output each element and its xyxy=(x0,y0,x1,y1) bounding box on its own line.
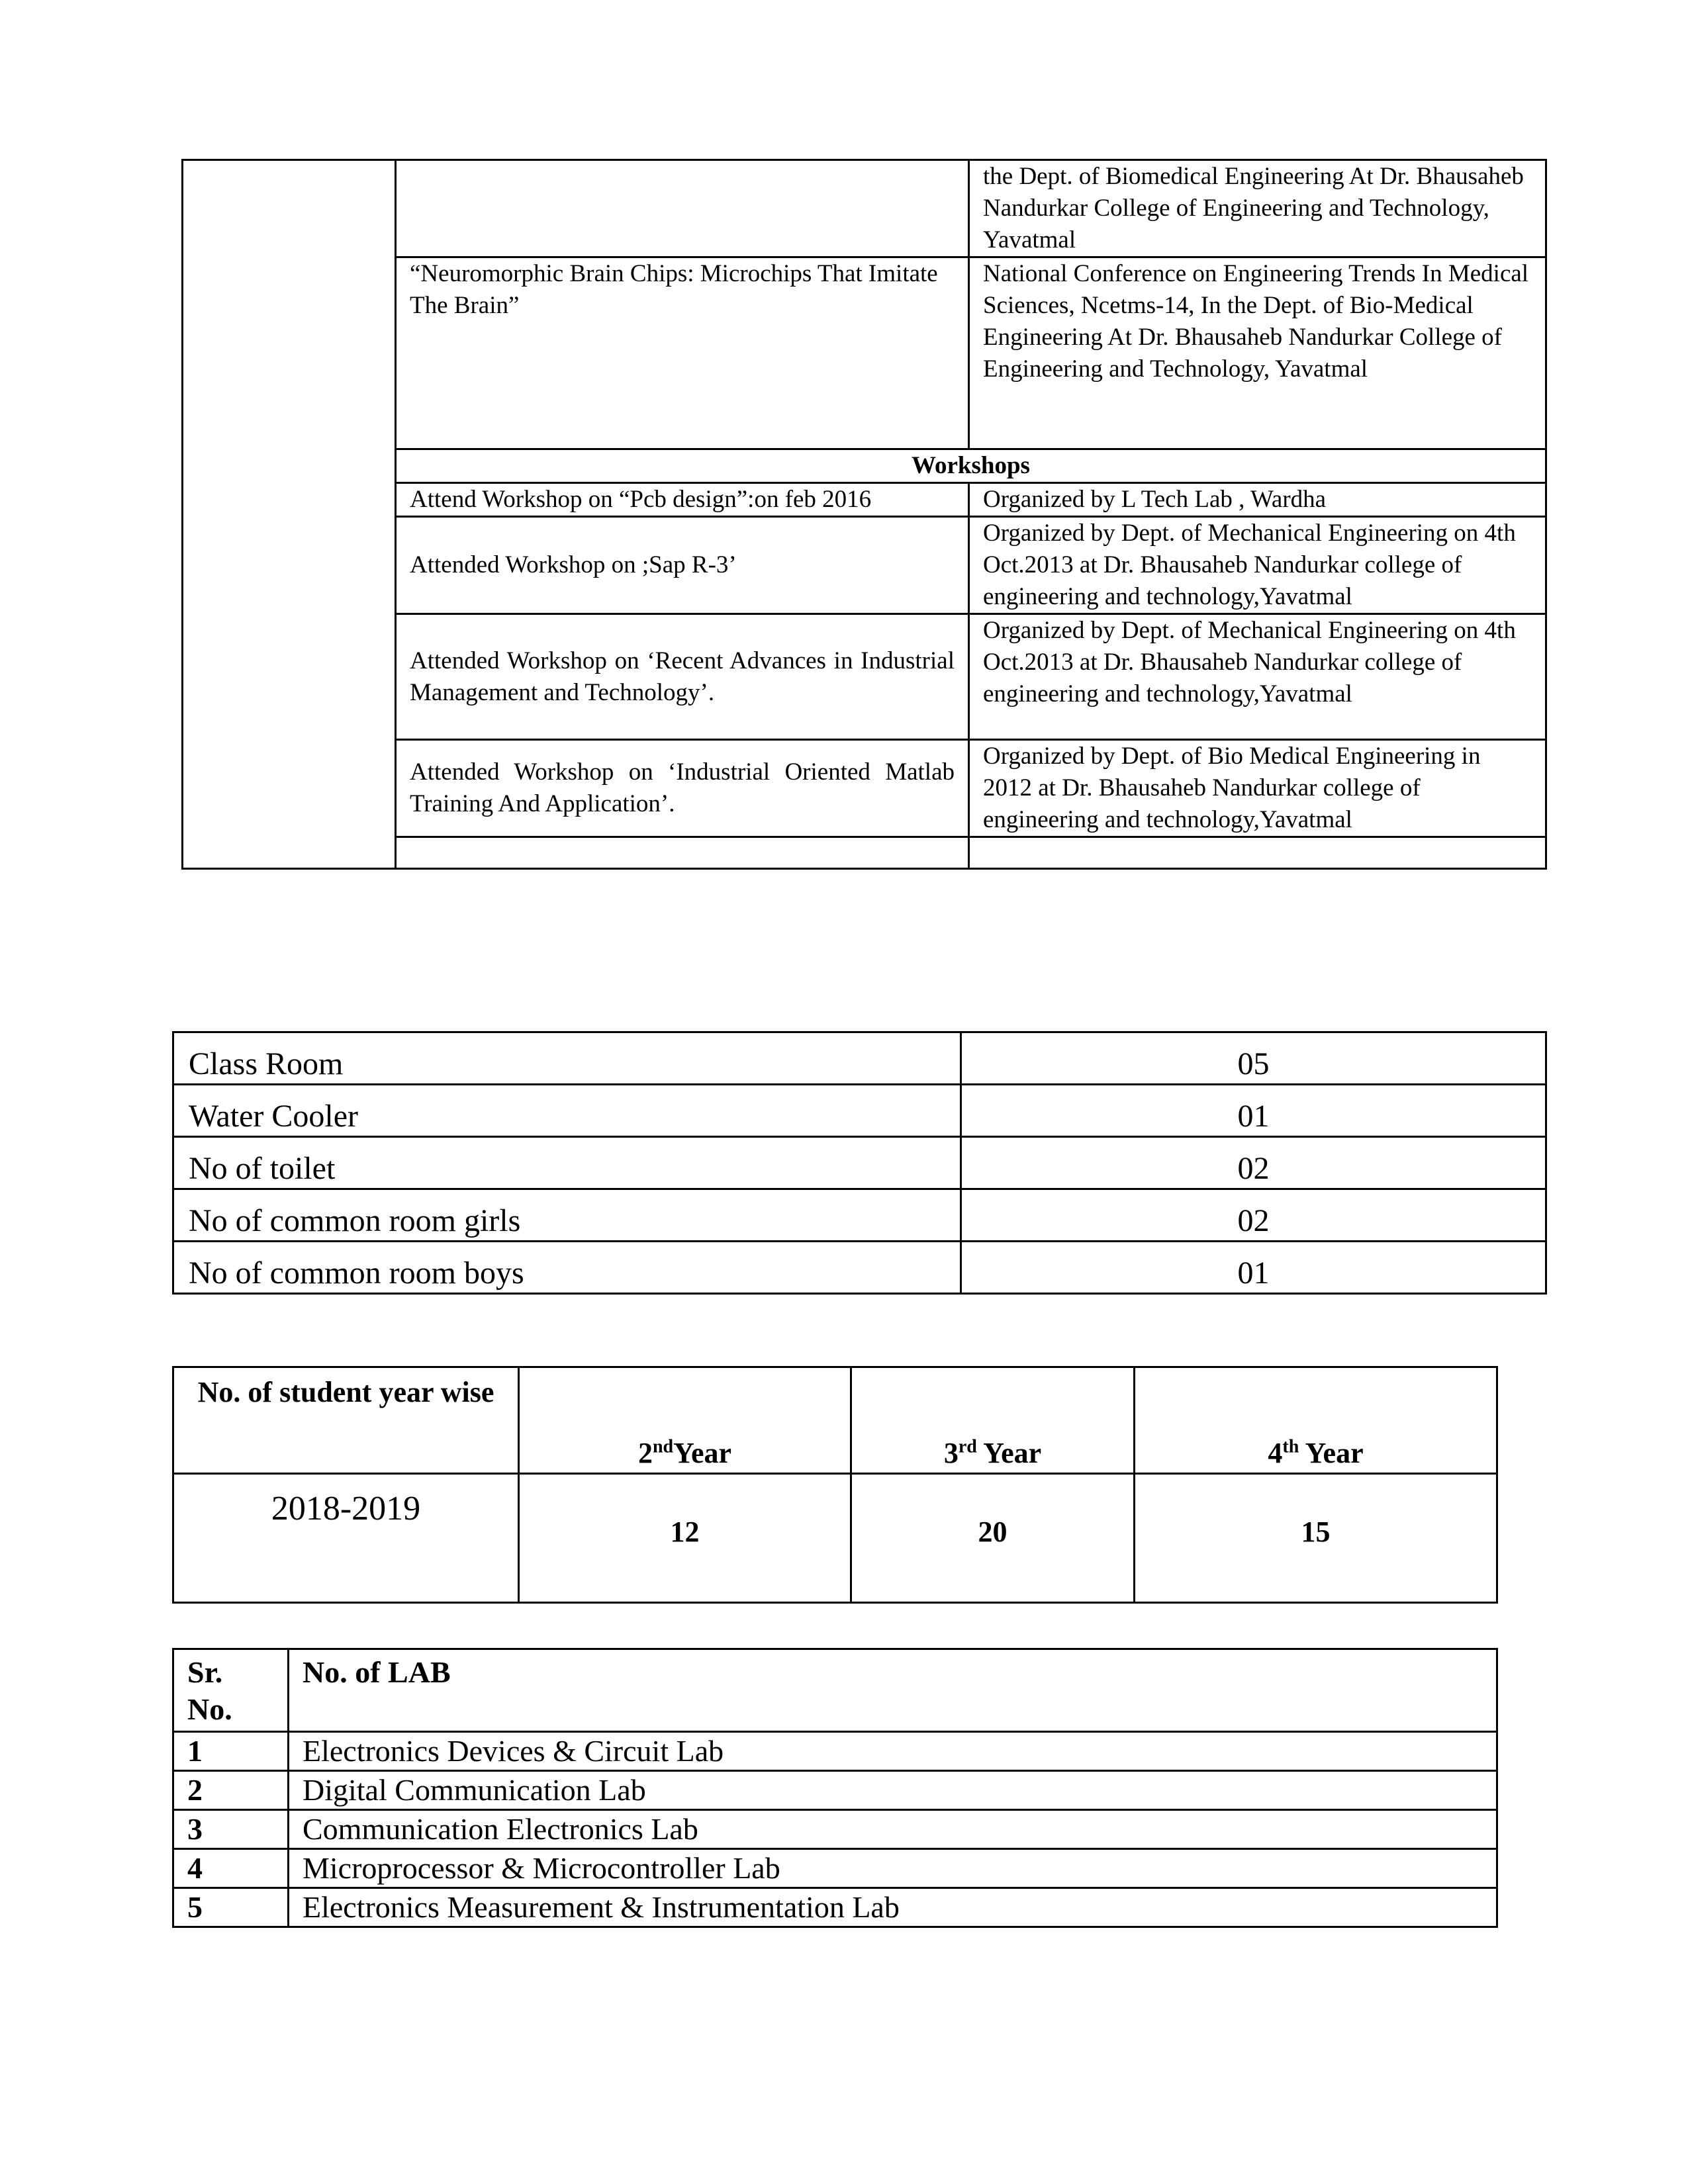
lab-name: Communication Electronics Lab xyxy=(289,1810,1497,1849)
labs-table xyxy=(172,1648,1498,1928)
facility-value: 01 xyxy=(961,1242,1546,1294)
workshop-title-cell: Attended Workshop on ‘Recent Advances in Industrial Management and Technology’. xyxy=(396,614,969,740)
lab-sr: 4 xyxy=(173,1849,289,1888)
facility-row xyxy=(173,1137,1546,1189)
lab-sr: 3 xyxy=(173,1810,289,1849)
lab-row xyxy=(173,1810,1497,1849)
activities-table xyxy=(181,159,1547,870)
lab-row xyxy=(173,1849,1497,1888)
year-header-3rd: 3rd Year xyxy=(851,1367,1135,1474)
student-count-4th: 15 xyxy=(1135,1474,1497,1603)
workshop-title-cell: Attended Workshop on ‘Industrial Oriented Matlab Training And Application’. xyxy=(396,740,969,837)
facility-value: 01 xyxy=(961,1085,1546,1137)
conference-venue-cell: the Dept. of Biomedical Engineering At Dr. Bhausaheb Nandurkar College of Engineering and Technology, Yavatmal xyxy=(969,160,1546,257)
lab-sr: 1 xyxy=(173,1732,289,1771)
lab-name: Electronics Devices & Circuit Lab xyxy=(289,1732,1497,1771)
lab-name-header: No. of LAB xyxy=(289,1649,1497,1732)
lab-name: Electronics Measurement & Instrumentation Lab xyxy=(289,1888,1497,1927)
lab-name: Microprocessor & Microcontroller Lab xyxy=(289,1849,1497,1888)
conference-title-cell: “Neuromorphic Brain Chips: Microchips That Imitate The Brain” xyxy=(396,257,969,449)
lab-row xyxy=(173,1732,1497,1771)
facility-label: Water Cooler xyxy=(173,1085,961,1137)
facilities-table xyxy=(172,1031,1547,1295)
empty-cell xyxy=(396,837,969,869)
workshop-venue-cell: Organized by L Tech Lab , Wardha xyxy=(969,483,1546,517)
facility-label: No of common room boys xyxy=(173,1242,961,1294)
facility-row xyxy=(173,1189,1546,1242)
lab-sr: 5 xyxy=(173,1888,289,1927)
workshop-venue-cell: Organized by Dept. of Bio Medical Engineering in 2012 at Dr. Bhausaheb Nandurkar college of engineering and technology,Yavatmal xyxy=(969,740,1546,837)
sr-no-header: Sr. No. xyxy=(173,1649,289,1732)
facility-value: 02 xyxy=(961,1189,1546,1242)
workshop-venue-cell: Organized by Dept. of Mechanical Engineering on 4th Oct.2013 at Dr. Bhausaheb Nandurkar college of engineering and technology,Yavatmal xyxy=(969,614,1546,740)
students-header-label: No. of student year wise xyxy=(173,1367,519,1474)
facility-value: 02 xyxy=(961,1137,1546,1189)
conference-venue-cell: National Conference on Engineering Trends In Medical Sciences, Ncetms-14, In the Dept. of Bio-Medical Engineering At Dr. Bhausaheb Nandurkar College of Engineering and Technology, Yavatmal xyxy=(969,257,1546,449)
student-count-3rd: 20 xyxy=(851,1474,1135,1603)
lab-name: Digital Communication Lab xyxy=(289,1771,1497,1810)
year-header-2nd: 2ndYear xyxy=(519,1367,851,1474)
year-header-4th: 4th Year xyxy=(1135,1367,1497,1474)
lab-row xyxy=(173,1771,1497,1810)
lab-sr: 2 xyxy=(173,1771,289,1810)
lab-row xyxy=(173,1888,1497,1927)
facility-label: No of toilet xyxy=(173,1137,961,1189)
student-count-2nd: 12 xyxy=(519,1474,851,1603)
facility-row xyxy=(173,1032,1546,1085)
empty-cell xyxy=(969,837,1546,869)
students-table xyxy=(172,1366,1498,1604)
conference-title-cell xyxy=(396,160,969,257)
facility-value: 05 xyxy=(961,1032,1546,1085)
workshops-heading: Workshops xyxy=(396,449,1546,483)
facility-label: No of common room girls xyxy=(173,1189,961,1242)
empty-left-column xyxy=(183,160,396,869)
academic-year: 2018-2019 xyxy=(173,1474,519,1603)
facility-row xyxy=(173,1085,1546,1137)
workshop-venue-cell: Organized by Dept. of Mechanical Engineering on 4th Oct.2013 at Dr. Bhausaheb Nandurkar college of engineering and technology,Yavatmal xyxy=(969,517,1546,614)
workshop-title-cell: Attended Workshop on ;Sap R-3’ xyxy=(396,517,969,614)
facility-label: Class Room xyxy=(173,1032,961,1085)
facility-row xyxy=(173,1242,1546,1294)
workshop-title-cell: Attend Workshop on “Pcb design”:on feb 2016 xyxy=(396,483,969,517)
